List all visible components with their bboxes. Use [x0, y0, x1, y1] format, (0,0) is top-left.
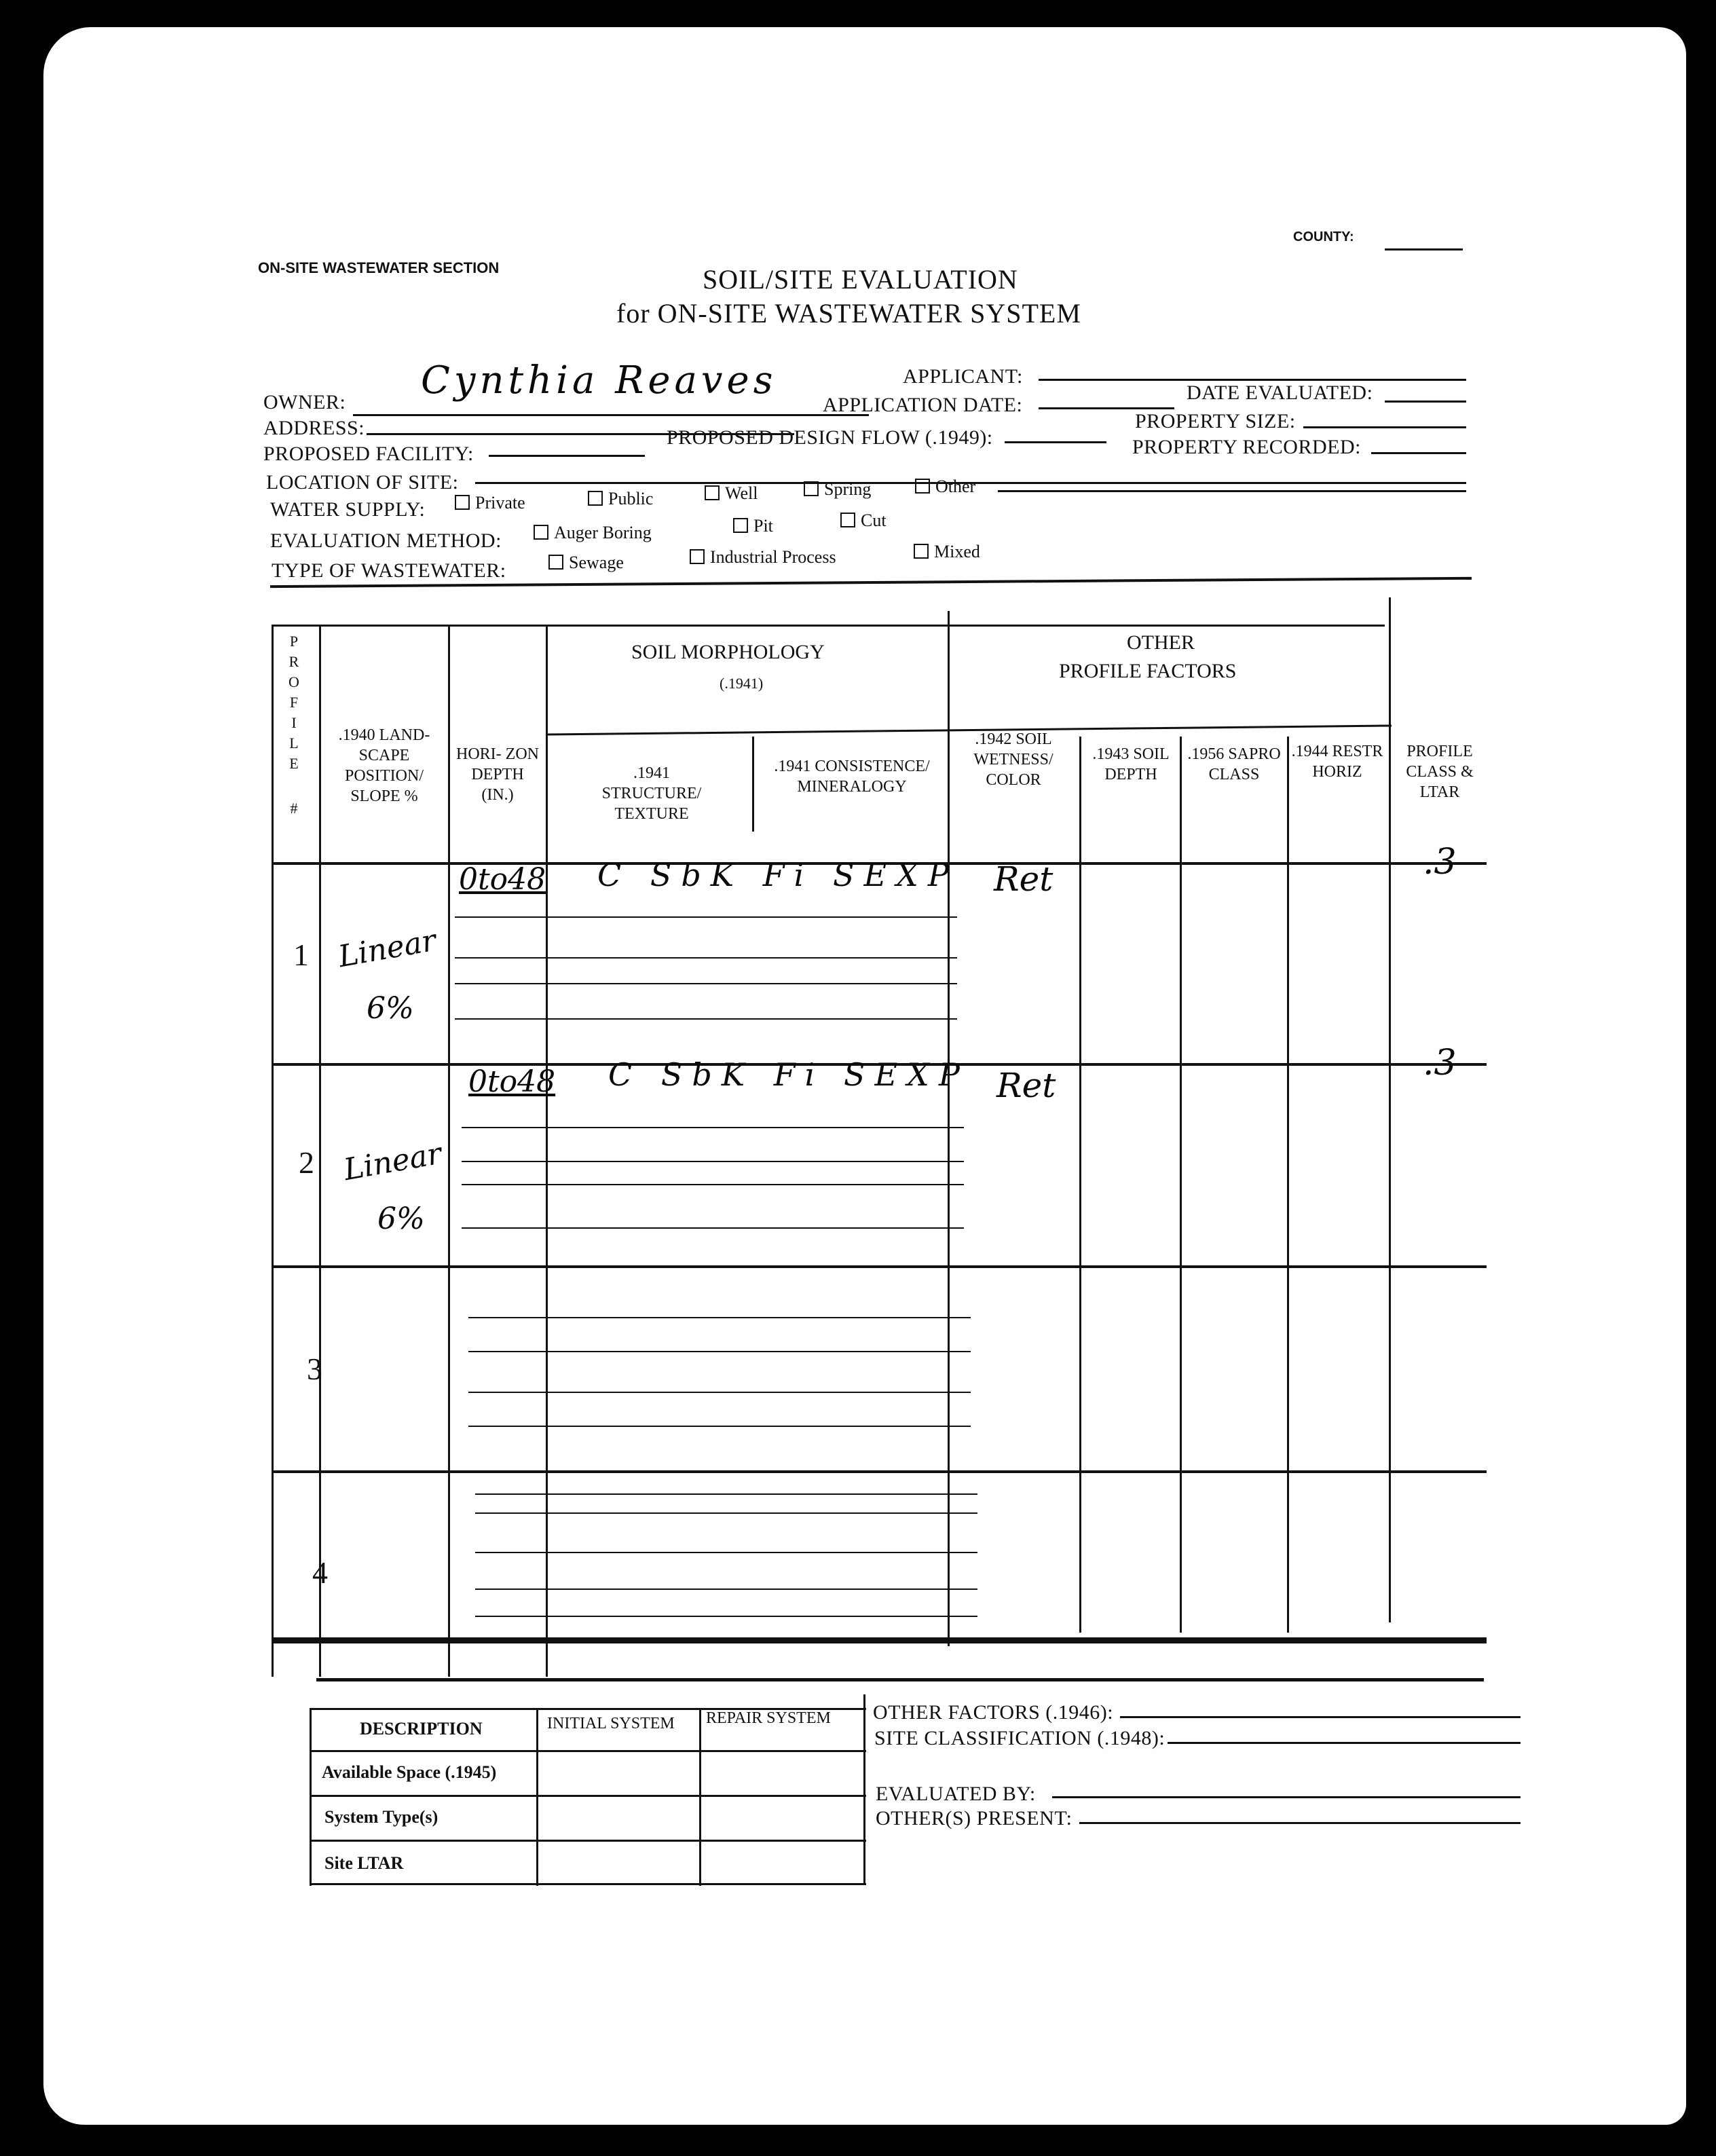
wastewater-label: TYPE OF WASTEWATER: [272, 559, 506, 582]
county-line [1385, 248, 1463, 250]
row4-subline-4 [475, 1588, 977, 1590]
col-depth-header: .1943 SOIL DEPTH [1092, 745, 1170, 783]
summary-repair-header: REPAIR SYSTEM [706, 1709, 831, 1727]
option-private[interactable]: Private [455, 493, 525, 513]
col-line-9 [1389, 597, 1391, 1622]
col-restr-header: .1944 RESTR HORIZ [1291, 743, 1383, 781]
profile-letter-l: L [289, 735, 299, 751]
option-cut[interactable]: Cut [840, 510, 887, 531]
row2-morphology-entry[interactable]: C SbK Fi SEXP [608, 1056, 969, 1093]
row2-subline-2 [462, 1161, 964, 1162]
col-line-8 [1287, 737, 1289, 1633]
date-evaluated-line [1385, 401, 1466, 403]
row4-subline-1 [475, 1493, 977, 1495]
profile-letter-e: E [289, 755, 299, 772]
option-pit[interactable]: Pit [733, 516, 773, 536]
address-label: ADDRESS: [263, 417, 365, 439]
summary-left-border [310, 1708, 312, 1886]
col-structure-header: .1941 STRUCTURE/ TEXTURE [601, 764, 702, 823]
row4-subline-3 [475, 1552, 977, 1553]
form-title: SOIL/SITE EVALUATION [703, 264, 1018, 295]
profile-number-3: 3 [307, 1352, 322, 1386]
checkbox-icon [690, 549, 705, 564]
row3-subline-3 [468, 1392, 971, 1393]
soil-morphology-code: (.1941) [720, 675, 764, 692]
col-horizon-header: HORI- ZON DEPTH (IN.) [456, 745, 539, 804]
col-line-4 [752, 737, 754, 832]
other-factors-label: OTHER FACTORS (.1946): [873, 1701, 1114, 1724]
owner-label: OWNER: [263, 391, 346, 413]
proposed-facility-line [489, 455, 645, 457]
row1-subline-1 [455, 916, 957, 918]
col-line-2 [448, 625, 450, 1677]
summary-bottom-line [310, 1883, 866, 1885]
table-bottom-border [272, 1637, 1487, 1643]
profile-letter-hash: # [290, 800, 298, 817]
row2-wetness[interactable]: Ret [996, 1066, 1056, 1105]
county-label: COUNTY: [1293, 229, 1354, 244]
checkbox-icon [915, 479, 930, 494]
application-date-line [1039, 407, 1174, 409]
proposed-facility-label: PROPOSED FACILITY: [263, 443, 474, 465]
profile-letter-f: F [289, 694, 299, 711]
row3-bottom-line [272, 1470, 1487, 1473]
other-supply-line [998, 490, 1466, 492]
form-subtitle: for ON-SITE WASTEWATER SYSTEM [616, 298, 1081, 329]
option-sewage[interactable]: Sewage [548, 553, 624, 573]
row2-subline-1 [462, 1127, 964, 1128]
row2-horizon-depth[interactable]: 0to48 [468, 1064, 556, 1099]
summary-row-available-space: Available Space (.1945) [322, 1762, 497, 1782]
col-line-7 [1180, 737, 1182, 1633]
site-classification-line [1168, 1742, 1521, 1744]
row1-slope[interactable]: 6% [367, 991, 414, 1026]
property-size-label: PROPERTY SIZE: [1135, 410, 1296, 432]
row2-landscape-position[interactable]: Linear [341, 1136, 445, 1188]
row2-subline-3 [462, 1184, 964, 1185]
date-evaluated-label: DATE EVALUATED: [1187, 382, 1373, 404]
profile-letter-o: O [288, 673, 299, 690]
row4-subline-5 [475, 1616, 977, 1617]
design-flow-label: PROPOSED DESIGN FLOW (.1949): [667, 426, 993, 449]
profile-letter-p: P [289, 633, 299, 650]
evaluation-method-label: EVALUATION METHOD: [270, 529, 502, 552]
checkbox-icon [914, 544, 929, 559]
other-factors-line [1120, 1716, 1521, 1718]
col-profile-class-header: PROFILE CLASS & LTAR [1406, 743, 1474, 801]
profile-letter-r: R [288, 653, 299, 670]
checkbox-icon [804, 481, 819, 496]
col-line-3 [546, 625, 548, 1677]
summary-col-2 [699, 1708, 701, 1886]
evaluated-by-line [1052, 1796, 1521, 1798]
checkbox-icon [548, 555, 563, 570]
applicant-line [1039, 379, 1466, 381]
row4-subline-2 [475, 1512, 977, 1514]
summary-col-1 [536, 1708, 538, 1886]
row2-ltar[interactable]: .3 [1423, 1043, 1457, 1083]
owner-value[interactable]: Cynthia Reaves [421, 358, 777, 403]
others-present-label: OTHER(S) PRESENT: [876, 1807, 1072, 1829]
summary-row-line-2 [310, 1795, 866, 1797]
checkbox-icon [455, 495, 470, 510]
summary-row-system-type: System Type(s) [324, 1807, 439, 1827]
checkbox-icon [840, 513, 855, 527]
summary-description-header: DESCRIPTION [360, 1719, 483, 1739]
row1-subline-3 [455, 983, 957, 984]
owner-line [353, 414, 869, 416]
option-auger[interactable]: Auger Boring [534, 523, 652, 543]
option-public[interactable]: Public [588, 489, 653, 509]
property-recorded-line [1371, 452, 1466, 454]
others-present-line [1079, 1822, 1521, 1824]
option-other[interactable]: Other [915, 477, 975, 497]
location-label: LOCATION OF SITE: [266, 471, 459, 494]
table-double-rule [316, 1678, 1484, 1681]
row1-subline-2 [455, 957, 957, 959]
row2-bottom-line [272, 1265, 1487, 1268]
col-wetness-header: .1942 SOIL WETNESS/ COLOR [973, 730, 1053, 789]
row3-subline-1 [468, 1317, 971, 1318]
table-header-top [272, 625, 1385, 627]
row1-landscape-position[interactable]: Linear [335, 923, 439, 975]
col-line-5 [948, 611, 950, 1646]
checkbox-icon [588, 491, 603, 506]
row1-morphology-entry[interactable]: C SbK Fi SEXP [597, 857, 958, 893]
profile-number-2: 2 [299, 1145, 314, 1180]
evaluated-by-label: EVALUATED BY: [876, 1783, 1036, 1805]
row1-subline-4 [455, 1018, 957, 1020]
row2-slope[interactable]: 6% [377, 1202, 425, 1236]
design-flow-line [1005, 441, 1106, 443]
profile-letter-i: I [291, 714, 297, 731]
checkbox-icon [733, 518, 748, 533]
other-factors-header: OTHER [1127, 631, 1195, 654]
row3-subline-4 [468, 1426, 971, 1427]
checkbox-icon [705, 485, 720, 500]
option-spring[interactable]: Spring [804, 479, 871, 500]
applicant-label: APPLICANT: [903, 365, 1023, 388]
summary-row-line-3 [310, 1840, 866, 1842]
checkbox-icon [534, 525, 548, 540]
section-label: ON-SITE WASTEWATER SECTION [258, 259, 500, 276]
col-landscape-header: .1940 LAND- SCAPE POSITION/ SLOPE % [338, 726, 430, 805]
col-sapro-header: .1956 SAPRO CLASS [1187, 745, 1281, 783]
summary-row-site-ltar: Site LTAR [324, 1853, 404, 1873]
profile-factors-header: PROFILE FACTORS [1059, 660, 1237, 682]
property-size-line [1303, 426, 1466, 428]
row1-horizon-depth[interactable]: 0to48 [459, 862, 546, 897]
row3-subline-2 [468, 1351, 971, 1352]
property-recorded-label: PROPERTY RECORDED: [1132, 436, 1361, 458]
option-mixed[interactable]: Mixed [914, 542, 980, 562]
summary-row-line-1 [310, 1750, 866, 1752]
col-consistence-header: .1941 CONSISTENCE/ MINERALOGY [774, 758, 930, 796]
profile-number-4: 4 [312, 1555, 328, 1590]
row2-subline-4 [462, 1227, 964, 1229]
row1-ltar[interactable]: .3 [1423, 842, 1457, 882]
col-line-6 [1079, 737, 1081, 1633]
option-well[interactable]: Well [705, 483, 758, 504]
profile-number-1: 1 [293, 937, 309, 972]
row1-wetness[interactable]: Ret [994, 859, 1053, 899]
site-classification-label: SITE CLASSIFICATION (.1948): [874, 1727, 1165, 1749]
soil-morphology-header: SOIL MORPHOLOGY [631, 641, 825, 663]
summary-right-border [863, 1694, 865, 1884]
table-left-border [272, 625, 274, 1677]
summary-initial-header: INITIAL SYSTEM [547, 1715, 675, 1732]
col-line-1 [319, 625, 321, 1677]
water-supply-label: WATER SUPPLY: [270, 498, 426, 521]
application-date-label: APPLICATION DATE: [823, 394, 1023, 416]
option-industrial[interactable]: Industrial Process [690, 547, 836, 568]
